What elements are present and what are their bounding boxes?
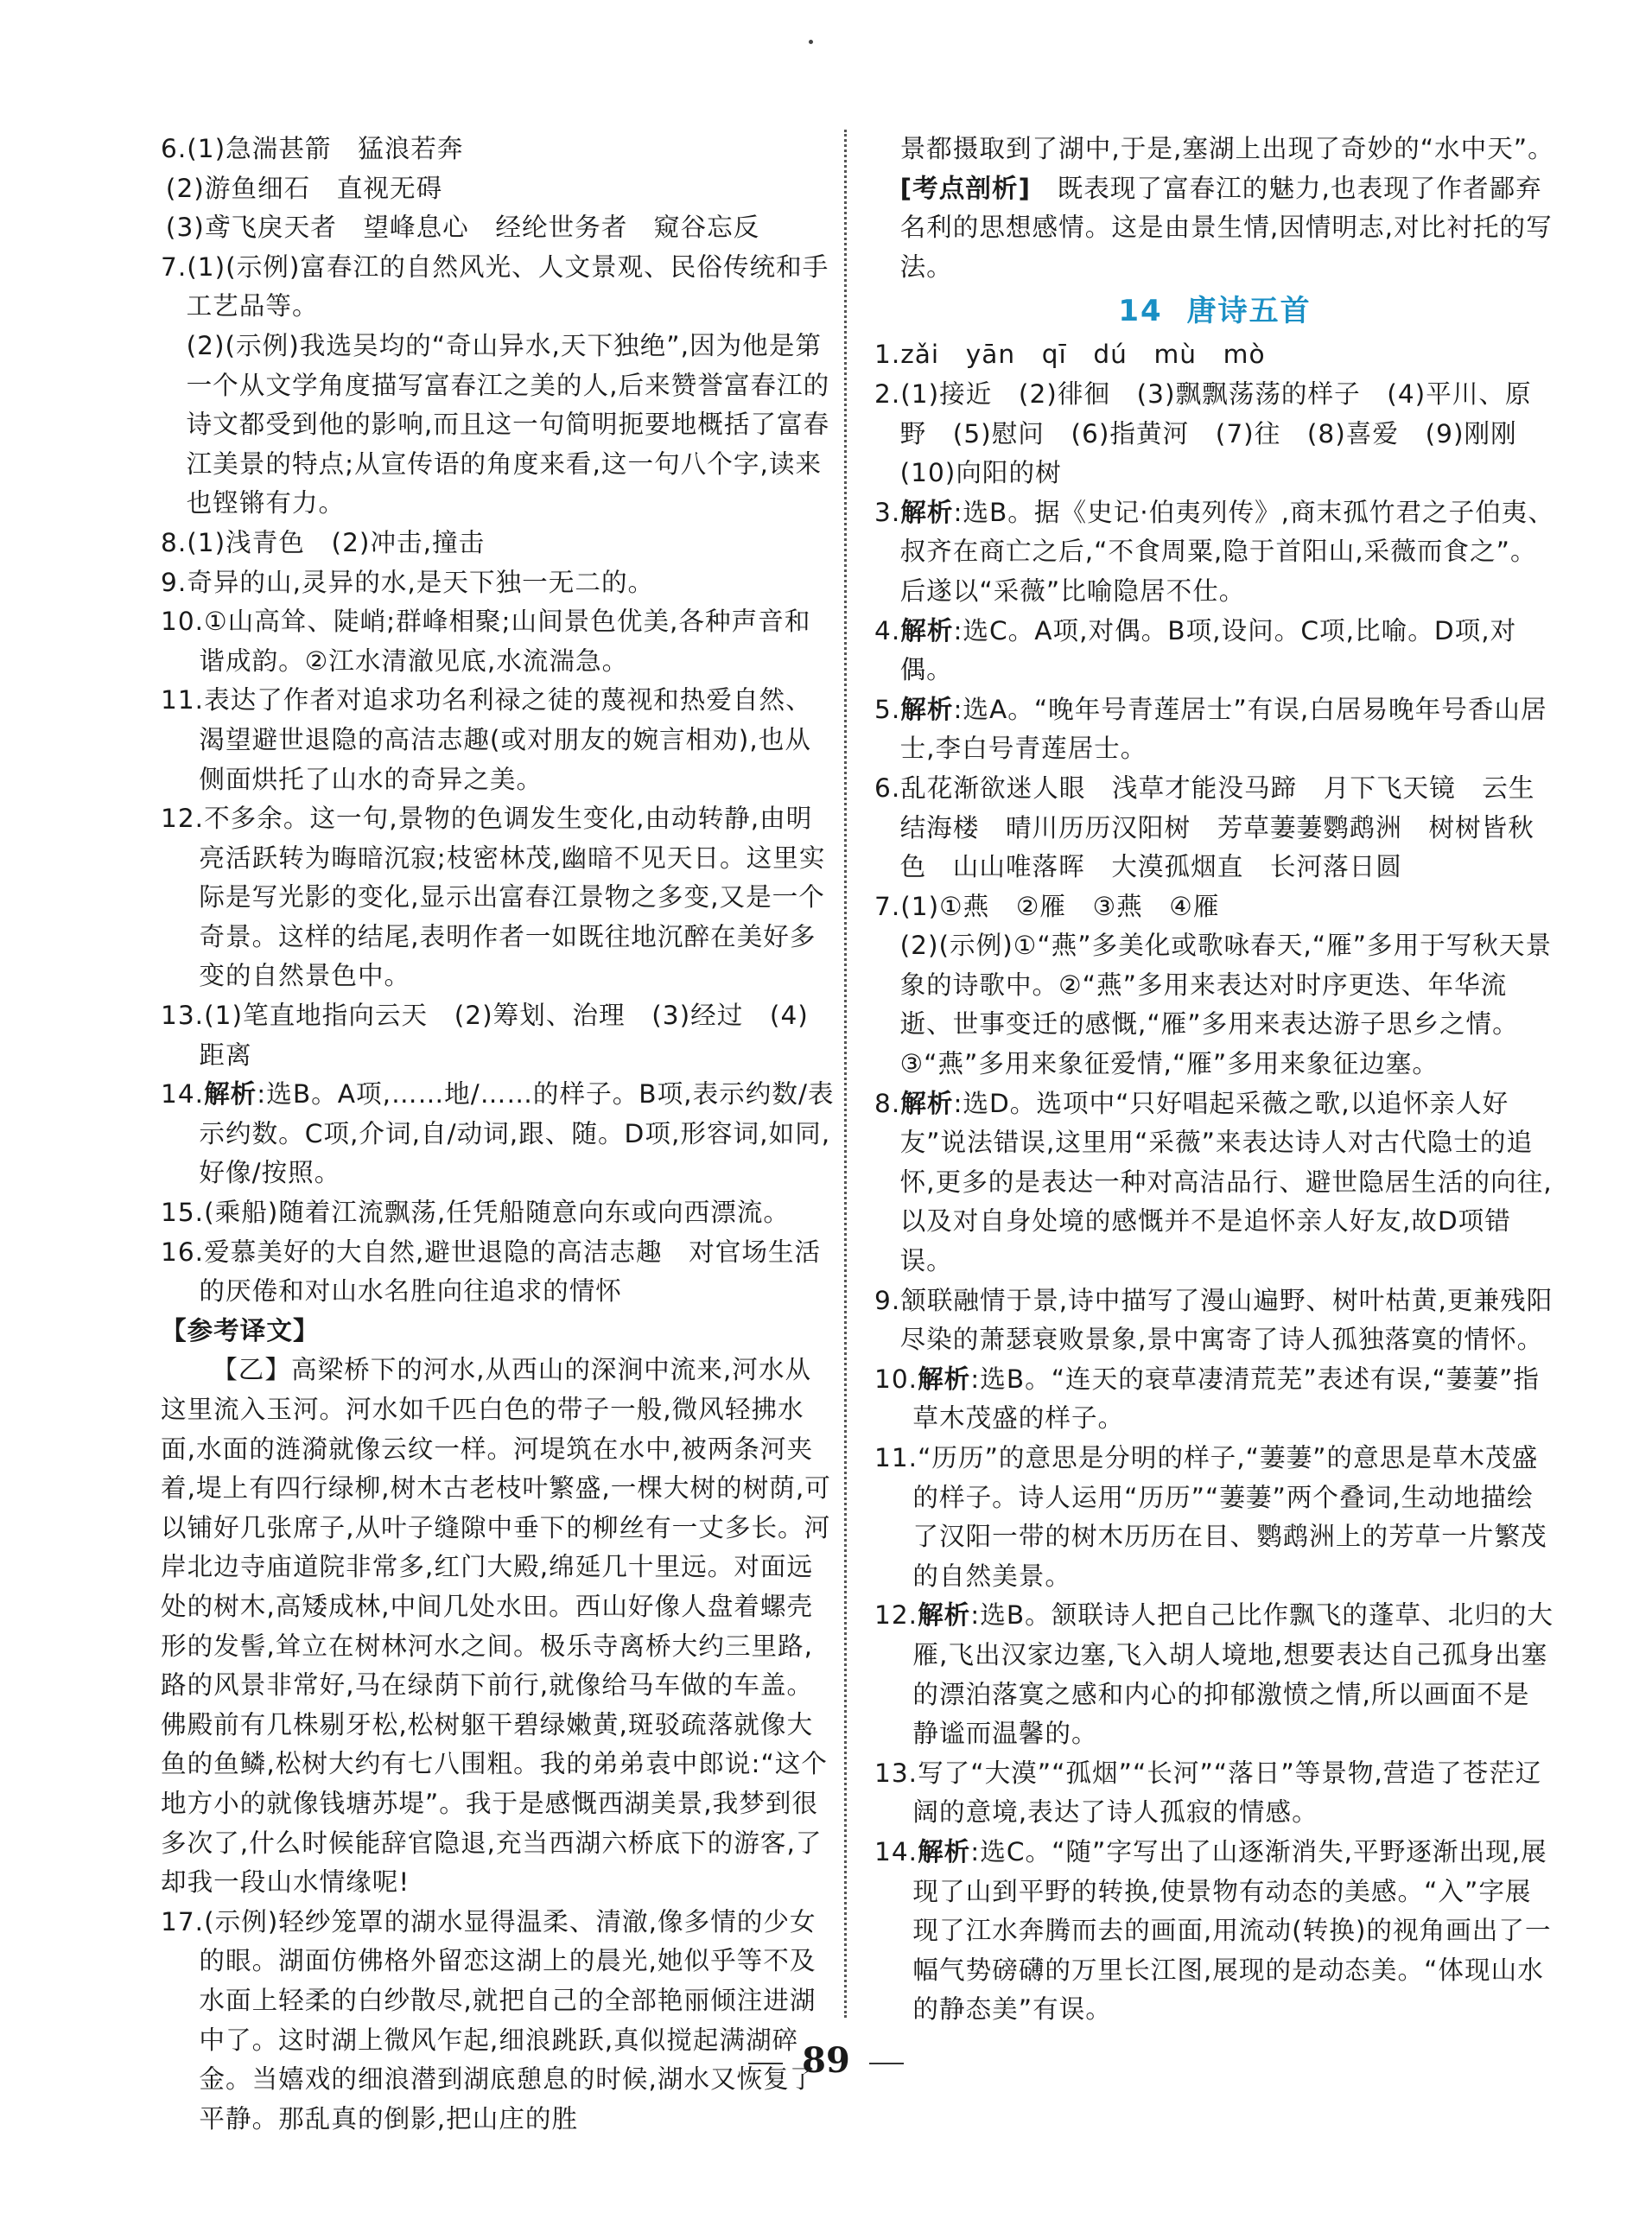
poem-answer-3-text: :选B。据《史记·伯夷列传》,商末孤竹君之子伯夷、叔齐在商亡之后,“不食周粟,隐于首阳山,采薇而食之”。后遂以“采薇”比喻隐居不仕。 — [899, 497, 1554, 606]
poem-answer-3 — [874, 493, 1555, 612]
answer-6-1: 6.(1)急湍甚箭 猛浪若奔 — [161, 134, 464, 163]
poem-answer-14-num: 14. — [874, 1836, 918, 1866]
poem-answer-10-text: :选B。“连天的衰草凄清荒芜”表述有误,“萋萋”指草木茂盛的样子。 — [912, 1364, 1540, 1434]
reference-translation-heading: 【参考译文】 — [161, 1315, 320, 1345]
page-number — [0, 2039, 1652, 2083]
page-number-dash-left — [748, 2063, 783, 2064]
answer-7-1: 7.(1)(示例)富春江的自然风光、人文景观、民俗传统和手工艺品等。 — [161, 251, 829, 321]
poem-answer-7-1: 7.(1)①燕 ②雁 ③燕 ④雁 — [874, 891, 1220, 921]
answer-13: 13.(1)笔直地指向云天 (2)筹划、治理 (3)经过 (4)距离 — [161, 1001, 809, 1070]
key-point-analysis — [874, 169, 1555, 288]
section-title — [874, 287, 1555, 335]
answer-6-3: (3)鸢飞戾天者 望峰息心 经纶世务者 窥谷忘反 — [165, 213, 760, 243]
poem-answer-9: 9.颔联融情于景,诗中描写了漫山遍野、树叶枯黄,更兼残阳尽染的萧瑟衰败景象,景中寓寄了诗人孤独落寞的情怀。 — [874, 1285, 1554, 1355]
poem-answer-4 — [874, 612, 1555, 690]
poem-answer-5 — [874, 690, 1555, 769]
answer-16: 16.爱慕美好的大自然,避世退隐的高洁志趣 对官场生活的厌倦和对山水名胜向往追求的情怀 — [161, 1237, 822, 1307]
page-number-value: 89 — [802, 2040, 850, 2081]
top-mark — [809, 40, 813, 44]
analysis-label: 解析 — [918, 1364, 971, 1394]
answer-12: 12.不多余。这一句,景物的色调发生变化,由动转静,由明亮活跃转为晦暗沉寂;枝密林茂,幽暗不见天日。这里实际是写光影的变化,显示出富春江景物之多变,又是一个奇景。这样的结尾,表明作者一如既往地沉醉在美好多变的自然景色中。 — [161, 804, 826, 991]
analysis-label: 解析 — [900, 694, 954, 724]
poem-answer-1: 1.zǎi yān qī dú mù mò — [874, 340, 1266, 370]
answer-14 — [161, 1075, 835, 1193]
poem-answer-3-num: 3. — [874, 497, 901, 527]
analysis-label: 解析 — [900, 497, 954, 527]
poem-answer-4-num: 4. — [874, 615, 901, 645]
analysis-label: 解析 — [918, 1600, 971, 1631]
poem-answer-14 — [874, 1833, 1555, 2030]
section-number: 14 — [1118, 294, 1163, 329]
poem-answer-8-num: 8. — [874, 1088, 901, 1118]
poem-answer-12 — [874, 1596, 1555, 1753]
poem-answer-11: 11.“历历”的意思是分明的样子,“萋萋”的意思是草木茂盛的样子。诗人运用“历历”“萋萋”两个叠词,生动地描绘了汉阳一带的树木历历在目、鹦鹉洲上的芳草一片繁茂的自然美景。 — [874, 1443, 1547, 1591]
answer-10: 10.①山高耸、陡峭;群峰相聚;山间景色优美,各种声音和谐成韵。②江水清澈见底,水流湍急。 — [161, 607, 811, 676]
answer-6-2: (2)游鱼细石 直视无碍 — [165, 173, 443, 203]
section-name: 唐诗五首 — [1186, 294, 1312, 329]
poem-answer-13: 13.写了“大漠”“孤烟”“长河”“落日”等景物,营造了苍茫辽阔的意境,表达了诗人孤寂的情感。 — [874, 1758, 1542, 1828]
left-column — [161, 130, 835, 2139]
answer-17: 17.(示例)轻纱笼罩的湖水显得温柔、清澈,像多情的少女的眼。湖面仿佛格外留恋这湖上的晨光,她似乎等不及水面上轻柔的白纱散尽,就把自己的全部艳丽倾注进湖中了。这时湖上微风乍起,细浪跳跃,真似搅起满湖碎金。当嬉戏的细浪潜到湖底憩息的时候,湖水又恢复了平静。那乱真的倒影,把山庄的胜 — [161, 1906, 816, 2134]
poem-answer-12-num: 12. — [874, 1600, 918, 1631]
answer-9: 9.奇异的山,灵异的水,是天下独一无二的。 — [161, 567, 655, 597]
answer-8: 8.(1)浅青色 (2)冲击,撞击 — [161, 527, 486, 557]
poem-answer-10-num: 10. — [874, 1364, 918, 1394]
poem-answer-5-text: :选A。“晚年号青莲居士”有误,白居易晚年号香山居士,李白号青莲居士。 — [899, 694, 1547, 764]
column-divider — [844, 130, 847, 2018]
analysis-label: 解析 — [900, 615, 954, 645]
page-number-dash-right — [869, 2063, 904, 2064]
poem-answer-14-text: :选C。“随”字写出了山逐渐消失,平野逐渐出现,展现了山到平野的转换,使景物有动态的美感。“入”字展现了江水奔腾而去的画面,用流动(转换)的视角画出了一幅气势磅礴的万里长江图,展现的是动态美。“体现山水的静态美”有误。 — [912, 1836, 1552, 2025]
right-column — [874, 130, 1555, 2030]
poem-answer-10 — [874, 1360, 1555, 1439]
answer-17-continued: 景都摄取到了湖中,于是,塞湖上出现了奇妙的“水中天”。 — [899, 134, 1554, 163]
poem-answer-12-text: :选B。颔联诗人把自己比作飘飞的蓬草、北归的大雁,飞出汉家边塞,飞入胡人境地,想要表达自己孤身出塞的漂泊落寞之感和内心的抑郁激愤之情,所以画面不是静谧而温馨的。 — [912, 1600, 1554, 1749]
poem-answer-7-2: (2)(示例)①“燕”多美化或歌咏春天,“雁”多用于写秋天景象的诗歌中。②“燕”多用来表达对时序更迭、年华流逝、世事变迁的感慨,“雁”多用来表达游子思乡之情。③“燕”多用来象征爱情,“雁”多用来象征边塞。 — [899, 931, 1553, 1079]
answer-7-2: (2)(示例)我选吴均的“奇山异水,天下独绝”,因为他是第一个从文学角度描写富春江之美的人,后来赞誉富春江的诗文都受到他的影响,而且这一句简明扼要地概括了富春江美景的特点;从宣传语的角度来看,这一句八个字,读来也铿锵有力。 — [186, 330, 830, 518]
key-point-label: [考点剖析] — [899, 173, 1032, 203]
poem-answer-8-text: :选D。选项中“只好唱起采薇之歌,以追怀亲人好友”说法错误,这里用“采薇”来表达诗人对古代隐士的追怀,更多的是表达一种对高洁品行、避世隐居生活的向往,以及对自身处境的感慨并不是追怀亲人好友,故D项错误。 — [899, 1088, 1553, 1276]
reference-translation: 【乙】高梁桥下的河水,从西山的深涧中流来,河水从这里流入玉河。河水如千匹白色的带子一般,微风轻拂水面,水面的涟漪就像云纹一样。河堤筑在水中,被两条河夹着,堤上有四行绿柳,树木古老枝叶繁盛,一棵大树的树荫,可以铺好几张席子,从叶子缝隙中垂下的柳丝有一丈多长。河岸北边寺庙道院非常多,红门大殿,绵延几十里远。对面远处的树木,高矮成林,中间几处水田。西山好像人盘着螺壳形的发髻,耸立在树林河水之间。极乐寺离桥大约三里路,路的风景非常好,马在绿荫下前行,就像给马车做的车盖。佛殿前有几株剔牙松,松树躯干碧绿嫩黄,斑驳疏落就像大鱼的鱼鳞,松树大约有七八围粗。我的弟弟袁中郎说:“这个地方小的就像钱塘苏堤”。我于是感慨西湖美景,我梦到很多次了,什么时候能辞官隐退,充当西湖六桥底下的游客,了却我一段山水情缘呢! — [161, 1355, 831, 1898]
analysis-label: 解析 — [204, 1079, 257, 1110]
answer-14-text: :选B。A项,……地/……的样子。B项,表示约数/表示约数。C项,介词,自/动词,跟、随。D项,形容词,如同,好像/按照。 — [199, 1079, 835, 1188]
key-point-text: 既表现了富春江的魅力,也表现了作者鄙弃名利的思想感情。这是由景生情,因情明志,对比衬托的写法。 — [899, 173, 1553, 282]
poem-answer-2: 2.(1)接近 (2)徘徊 (3)飘飘荡荡的样子 (4)平川、原野 (5)慰问 (6)指黄河 (7)往 (8)喜爱 (9)刚刚 (10)向阳的树 — [874, 378, 1544, 488]
poem-answer-5-num: 5. — [874, 694, 901, 724]
poem-answer-6: 6.乱花渐欲迷人眼 浅草才能没马蹄 月下飞天镜 云生结海楼 晴川历历汉阳树 芳草萋萋鹦鹉洲 树树皆秋色 山山唯落晖 大漠孤烟直 长河落日圆 — [874, 773, 1535, 882]
analysis-label: 解析 — [918, 1836, 971, 1866]
answer-14-num: 14. — [161, 1079, 205, 1110]
poem-answer-8 — [874, 1084, 1555, 1281]
poem-answer-4-text: :选C。A项,对偶。B项,设问。C项,比喻。D项,对偶。 — [899, 615, 1517, 685]
answer-15: 15.(乘船)随着江流飘荡,任凭船随意向东或向西漂流。 — [161, 1198, 791, 1228]
answer-11: 11.表达了作者对追求功名利禄之徒的蔑视和热爱自然、渴望避世退隐的高洁志趣(或对朋友的婉言相劝),也从侧面烘托了山水的奇异之美。 — [161, 685, 812, 794]
analysis-label: 解析 — [900, 1088, 954, 1118]
